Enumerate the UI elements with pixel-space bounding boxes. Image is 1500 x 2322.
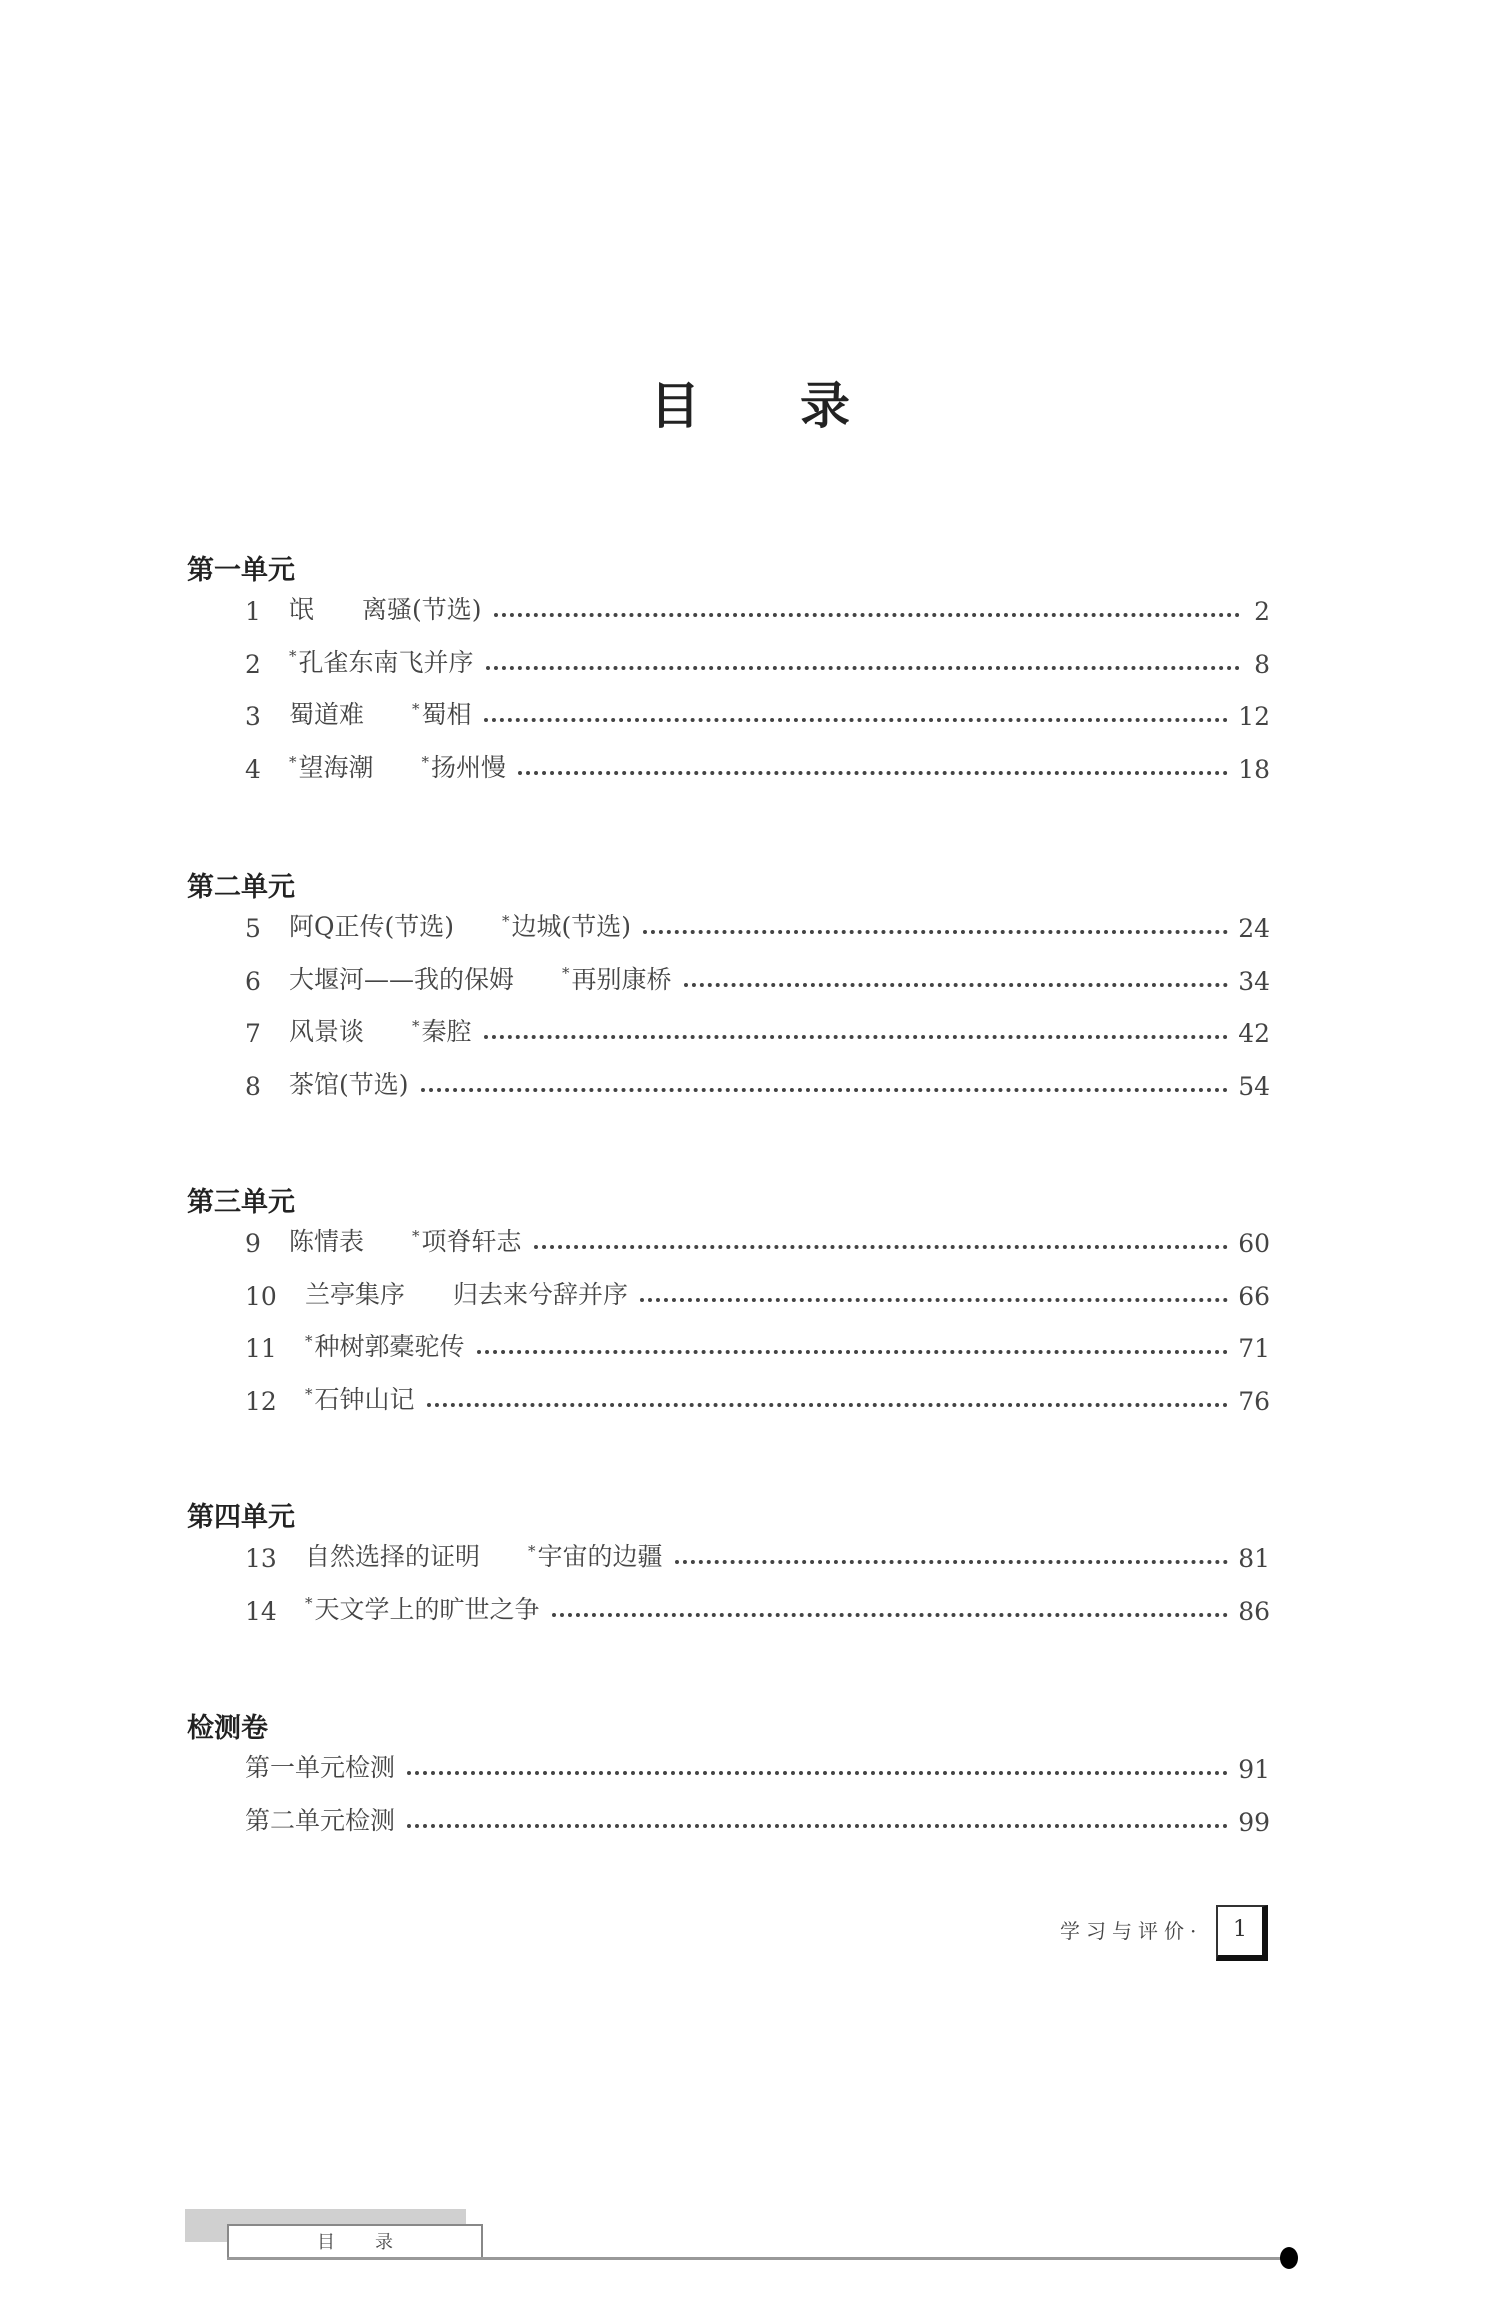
toc-entry[interactable] <box>245 1061 1270 1101</box>
entry-page-number: 12 <box>1238 702 1270 732</box>
footer-book-title: 学习与评价· <box>1060 1919 1203 1943</box>
entry-title-text: 种树郭橐驼传 <box>314 1332 465 1362</box>
entry-title-text: 边城(节选) <box>511 912 632 941</box>
entry-title <box>289 1222 528 1258</box>
entry-title-text: 氓 <box>289 595 315 624</box>
optional-asterisk-icon: * <box>502 911 510 930</box>
entry-title-text: 项脊轩志 <box>421 1227 522 1256</box>
dot-leader <box>552 1613 1229 1617</box>
toc-entry[interactable] <box>245 1271 1270 1311</box>
entry-title-text: 石钟山记 <box>314 1385 415 1415</box>
entry-title <box>289 907 637 943</box>
entry-title-text: 第二单元检测 <box>245 1805 396 1835</box>
entry-title-text: 再别康桥 <box>571 964 672 994</box>
toc-entry[interactable] <box>245 691 1270 731</box>
dot-leader <box>421 1088 1229 1092</box>
dot-leader <box>640 1298 1228 1302</box>
entry-title-text: 茶馆(节选) <box>289 1070 409 1100</box>
entry-number: 4 <box>245 755 261 785</box>
section-heading: 检测卷 <box>187 1713 268 1744</box>
entry-title-text: 阿Q正传(节选) <box>289 912 455 941</box>
optional-asterisk-icon: * <box>289 752 297 771</box>
entry-title-part[interactable] <box>289 1065 409 1101</box>
entry-title <box>289 695 478 731</box>
toc-entry[interactable] <box>245 744 1270 784</box>
entry-title <box>305 1275 634 1311</box>
entry-title-text: 秦腔 <box>421 1017 472 1047</box>
toc-entry[interactable] <box>245 1376 1270 1416</box>
entry-number: 11 <box>245 1334 277 1364</box>
entry-title-part[interactable] <box>289 907 454 943</box>
entry-title <box>305 1380 421 1416</box>
entry-page-number: 2 <box>1254 597 1270 626</box>
entry-title <box>305 1327 471 1363</box>
toc-entry[interactable] <box>245 903 1270 943</box>
entry-title-part[interactable] <box>245 1801 395 1837</box>
entry-title <box>245 1748 401 1784</box>
bottom-rule <box>227 2257 1289 2260</box>
entry-title-text: 兰亭集序 <box>305 1279 406 1309</box>
rule-end-dot-icon <box>1280 2247 1298 2269</box>
toc-entry[interactable] <box>245 1008 1270 1048</box>
entry-title-part[interactable] <box>289 1222 364 1258</box>
toc-entry[interactable] <box>245 1797 1270 1837</box>
entry-title-part[interactable] <box>289 695 364 731</box>
entry-number: 13 <box>245 1544 277 1573</box>
toc-entry[interactable] <box>245 586 1270 626</box>
entry-title-part[interactable] <box>562 960 672 996</box>
entry-number: 14 <box>245 1596 277 1626</box>
entry-title <box>289 748 512 784</box>
entry-title-part[interactable] <box>289 643 474 679</box>
entry-number: 8 <box>245 1072 261 1102</box>
optional-asterisk-icon: * <box>562 964 570 983</box>
entry-number: 10 <box>245 1281 277 1311</box>
entry-title-text: 自然选择的证明 <box>305 1542 481 1571</box>
entry-title-part[interactable] <box>305 1327 465 1363</box>
page-number-box: 1 <box>1216 1905 1268 1961</box>
entry-title-part[interactable] <box>305 1537 480 1573</box>
entry-title <box>289 643 480 679</box>
entry-title <box>289 960 678 996</box>
dot-leader <box>518 771 1228 775</box>
toc-entry[interactable] <box>245 956 1270 996</box>
entry-title-part[interactable] <box>422 748 507 784</box>
dot-leader <box>484 718 1229 722</box>
entry-page-number: 18 <box>1238 755 1270 785</box>
entry-title-text: 大堰河——我的保姆 <box>289 964 515 994</box>
entry-page-number: 8 <box>1254 649 1270 679</box>
optional-asterisk-icon: * <box>412 1017 420 1036</box>
entry-title <box>305 1590 546 1626</box>
section-heading: 第一单元 <box>187 555 295 586</box>
entry-title-text: 宇宙的边疆 <box>537 1542 663 1571</box>
entry-number: 2 <box>245 649 261 679</box>
entry-page-number: 86 <box>1238 1596 1270 1626</box>
entry-title-text: 归去来兮辞并序 <box>453 1279 629 1309</box>
entry-number: 9 <box>245 1229 261 1258</box>
entry-page-number: 71 <box>1238 1334 1270 1364</box>
entry-number: 5 <box>245 914 261 943</box>
entry-title-part[interactable] <box>528 1537 663 1573</box>
entry-title <box>289 1065 415 1101</box>
entry-title-part[interactable] <box>289 1012 364 1048</box>
entry-title-part[interactable] <box>412 695 472 731</box>
entry-title-text: 孔雀东南飞并序 <box>298 647 474 677</box>
entry-title-part[interactable] <box>502 907 631 943</box>
optional-asterisk-icon: * <box>305 1384 313 1403</box>
entry-title-part[interactable] <box>412 1222 522 1258</box>
entry-number: 12 <box>245 1387 277 1417</box>
toc-entry[interactable] <box>245 1218 1270 1258</box>
optional-asterisk-icon: * <box>412 700 420 719</box>
dot-leader <box>684 983 1229 987</box>
section-heading: 第二单元 <box>187 872 295 903</box>
entry-page-number: 99 <box>1238 1807 1270 1837</box>
entry-number: 1 <box>245 597 261 626</box>
entry-title <box>305 1537 669 1573</box>
dot-leader <box>407 1824 1228 1828</box>
entry-title-text: 陈情表 <box>289 1227 365 1256</box>
entry-title-part[interactable] <box>289 590 314 626</box>
dot-leader <box>427 1403 1229 1407</box>
entry-page-number: 81 <box>1238 1544 1270 1573</box>
entry-title-part[interactable] <box>412 1012 472 1048</box>
entry-title <box>289 1012 478 1048</box>
entry-title-part[interactable] <box>245 1748 395 1784</box>
entry-number: 6 <box>245 966 261 996</box>
entry-title-part[interactable] <box>305 1380 415 1416</box>
toc-entry[interactable] <box>245 1744 1270 1784</box>
dot-leader <box>477 1350 1229 1354</box>
entry-title-text: 望海潮 <box>298 753 374 783</box>
bottom-tab-label: 目录 <box>227 2224 483 2260</box>
entry-title-text: 扬州慢 <box>431 753 507 783</box>
section-heading: 第三单元 <box>187 1187 295 1218</box>
optional-asterisk-icon: * <box>528 1541 536 1560</box>
entry-title <box>289 590 488 626</box>
entry-title-text: 风景谈 <box>289 1017 365 1047</box>
entry-page-number: 54 <box>1238 1072 1270 1102</box>
dot-leader <box>484 1035 1229 1039</box>
entry-page-number: 91 <box>1238 1755 1270 1784</box>
entry-title-text: 蜀道难 <box>289 700 365 730</box>
entry-page-number: 34 <box>1238 966 1270 996</box>
entry-title-part[interactable] <box>289 748 374 784</box>
entry-title-part[interactable] <box>305 1275 405 1311</box>
entry-title-part[interactable] <box>305 1590 540 1626</box>
entry-title <box>245 1801 401 1837</box>
entry-title-part[interactable] <box>362 590 482 626</box>
dot-leader <box>534 1245 1229 1249</box>
entry-page-number: 76 <box>1238 1387 1270 1417</box>
dot-leader <box>643 930 1228 934</box>
toc-entry[interactable] <box>245 1533 1270 1573</box>
toc-entry[interactable] <box>245 1586 1270 1626</box>
entry-number: 3 <box>245 702 261 732</box>
entry-title-text: 天文学上的旷世之争 <box>314 1594 540 1624</box>
optional-asterisk-icon: * <box>305 1332 313 1351</box>
dot-leader <box>486 666 1240 670</box>
optional-asterisk-icon: * <box>412 1226 420 1245</box>
toc-entry[interactable] <box>245 639 1270 679</box>
entry-title-text: 第一单元检测 <box>245 1753 396 1782</box>
entry-title-text: 离骚(节选) <box>362 595 482 624</box>
entry-title-part[interactable] <box>289 960 514 996</box>
entry-title-text: 蜀相 <box>421 700 472 730</box>
dot-leader <box>675 1560 1229 1564</box>
dot-leader <box>494 613 1240 617</box>
dot-leader <box>407 1771 1228 1775</box>
entry-page-number: 24 <box>1238 914 1270 943</box>
optional-asterisk-icon: * <box>305 1594 313 1613</box>
section-heading: 第四单元 <box>187 1502 295 1533</box>
toc-entry[interactable] <box>245 1323 1270 1363</box>
page-title: 目录 <box>650 377 950 435</box>
entry-page-number: 66 <box>1238 1281 1270 1311</box>
entry-page-number: 42 <box>1238 1019 1270 1049</box>
entry-page-number: 60 <box>1238 1229 1270 1258</box>
optional-asterisk-icon: * <box>421 752 430 771</box>
entry-title-part[interactable] <box>453 1275 628 1311</box>
optional-asterisk-icon: * <box>289 647 297 666</box>
entry-number: 7 <box>245 1019 261 1049</box>
